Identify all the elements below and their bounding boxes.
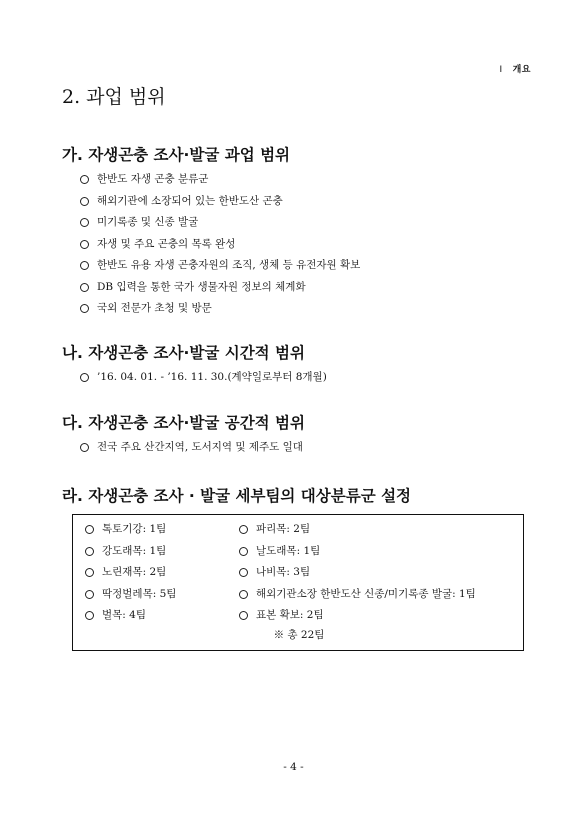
list-item: 강도래목: 1팀	[85, 541, 176, 563]
circle-bullet-icon	[239, 525, 248, 534]
circle-bullet-icon	[80, 175, 89, 184]
section-heading-scope: 가. 자생곤충 조사·발굴 과업 범위	[62, 146, 291, 164]
circle-bullet-icon	[85, 590, 94, 599]
team-list-right	[239, 519, 476, 627]
list-item: 한반도 자생 곤충 분류군	[80, 169, 360, 191]
list-item: 벌목: 4팀	[85, 605, 176, 627]
list-item: 해외기관에 소장되어 있는 한반도산 곤충	[80, 191, 360, 213]
list-item: ’16. 04. 01. - ’16. 11. 30.(계약일로부터 8개월)	[80, 367, 327, 389]
circle-bullet-icon	[239, 547, 248, 556]
circle-bullet-icon	[239, 568, 248, 577]
header-bar: Ⅰ	[499, 65, 503, 75]
list-item: 국외 전문가 초청 및 방문	[80, 298, 360, 320]
team-total: ※ 총 22팀	[273, 629, 325, 641]
page-number: - 4 -	[283, 761, 304, 773]
circle-bullet-icon	[239, 590, 248, 599]
space-list	[80, 437, 303, 459]
circle-bullet-icon	[85, 547, 94, 556]
section-heading-time: 나. 자생곤충 조사·발굴 시간적 범위	[62, 344, 305, 362]
list-item: 나비목: 3팀	[239, 562, 476, 584]
circle-bullet-icon	[80, 197, 89, 206]
circle-bullet-icon	[80, 443, 89, 452]
circle-bullet-icon	[85, 525, 94, 534]
list-item: 한반도 유용 자생 곤충자원의 조직, 생체 등 유전자원 확보	[80, 255, 360, 277]
list-item: DB 입력을 통한 국가 생물자원 정보의 체계화	[80, 277, 360, 299]
running-header	[499, 62, 531, 75]
circle-bullet-icon	[239, 611, 248, 620]
circle-bullet-icon	[85, 611, 94, 620]
team-list-left	[85, 519, 176, 627]
team-box	[72, 514, 524, 651]
section-heading-space: 다. 자생곤충 조사·발굴 공간적 범위	[62, 414, 305, 432]
list-item: 해외기관소장 한반도산 신종/미기록종 발굴: 1팀	[239, 584, 476, 606]
list-item: 파리목: 2팀	[239, 519, 476, 541]
section-heading-teams: 라. 자생곤충 조사 · 발굴 세부팀의 대상분류군 설정	[62, 487, 412, 505]
circle-bullet-icon	[80, 240, 89, 249]
header-label: 개요	[512, 65, 531, 75]
circle-bullet-icon	[80, 373, 89, 382]
circle-bullet-icon	[80, 283, 89, 292]
list-item: 전국 주요 산간지역, 도서지역 및 제주도 일대	[80, 437, 303, 459]
list-item: 표본 확보: 2팀	[239, 605, 476, 627]
list-item: 날도래목: 1팀	[239, 541, 476, 563]
list-item: 노린재목: 2팀	[85, 562, 176, 584]
circle-bullet-icon	[80, 304, 89, 313]
circle-bullet-icon	[80, 218, 89, 227]
page-title: 2. 과업 범위	[62, 86, 166, 108]
list-item: 자생 및 주요 곤충의 목록 완성	[80, 234, 360, 256]
circle-bullet-icon	[80, 261, 89, 270]
list-item: 톡토기강: 1팀	[85, 519, 176, 541]
list-item: 미기록종 및 신종 발굴	[80, 212, 360, 234]
list-item: 딱정벌레목: 5팀	[85, 584, 176, 606]
circle-bullet-icon	[85, 568, 94, 577]
time-list	[80, 367, 327, 389]
scope-list	[80, 169, 360, 320]
